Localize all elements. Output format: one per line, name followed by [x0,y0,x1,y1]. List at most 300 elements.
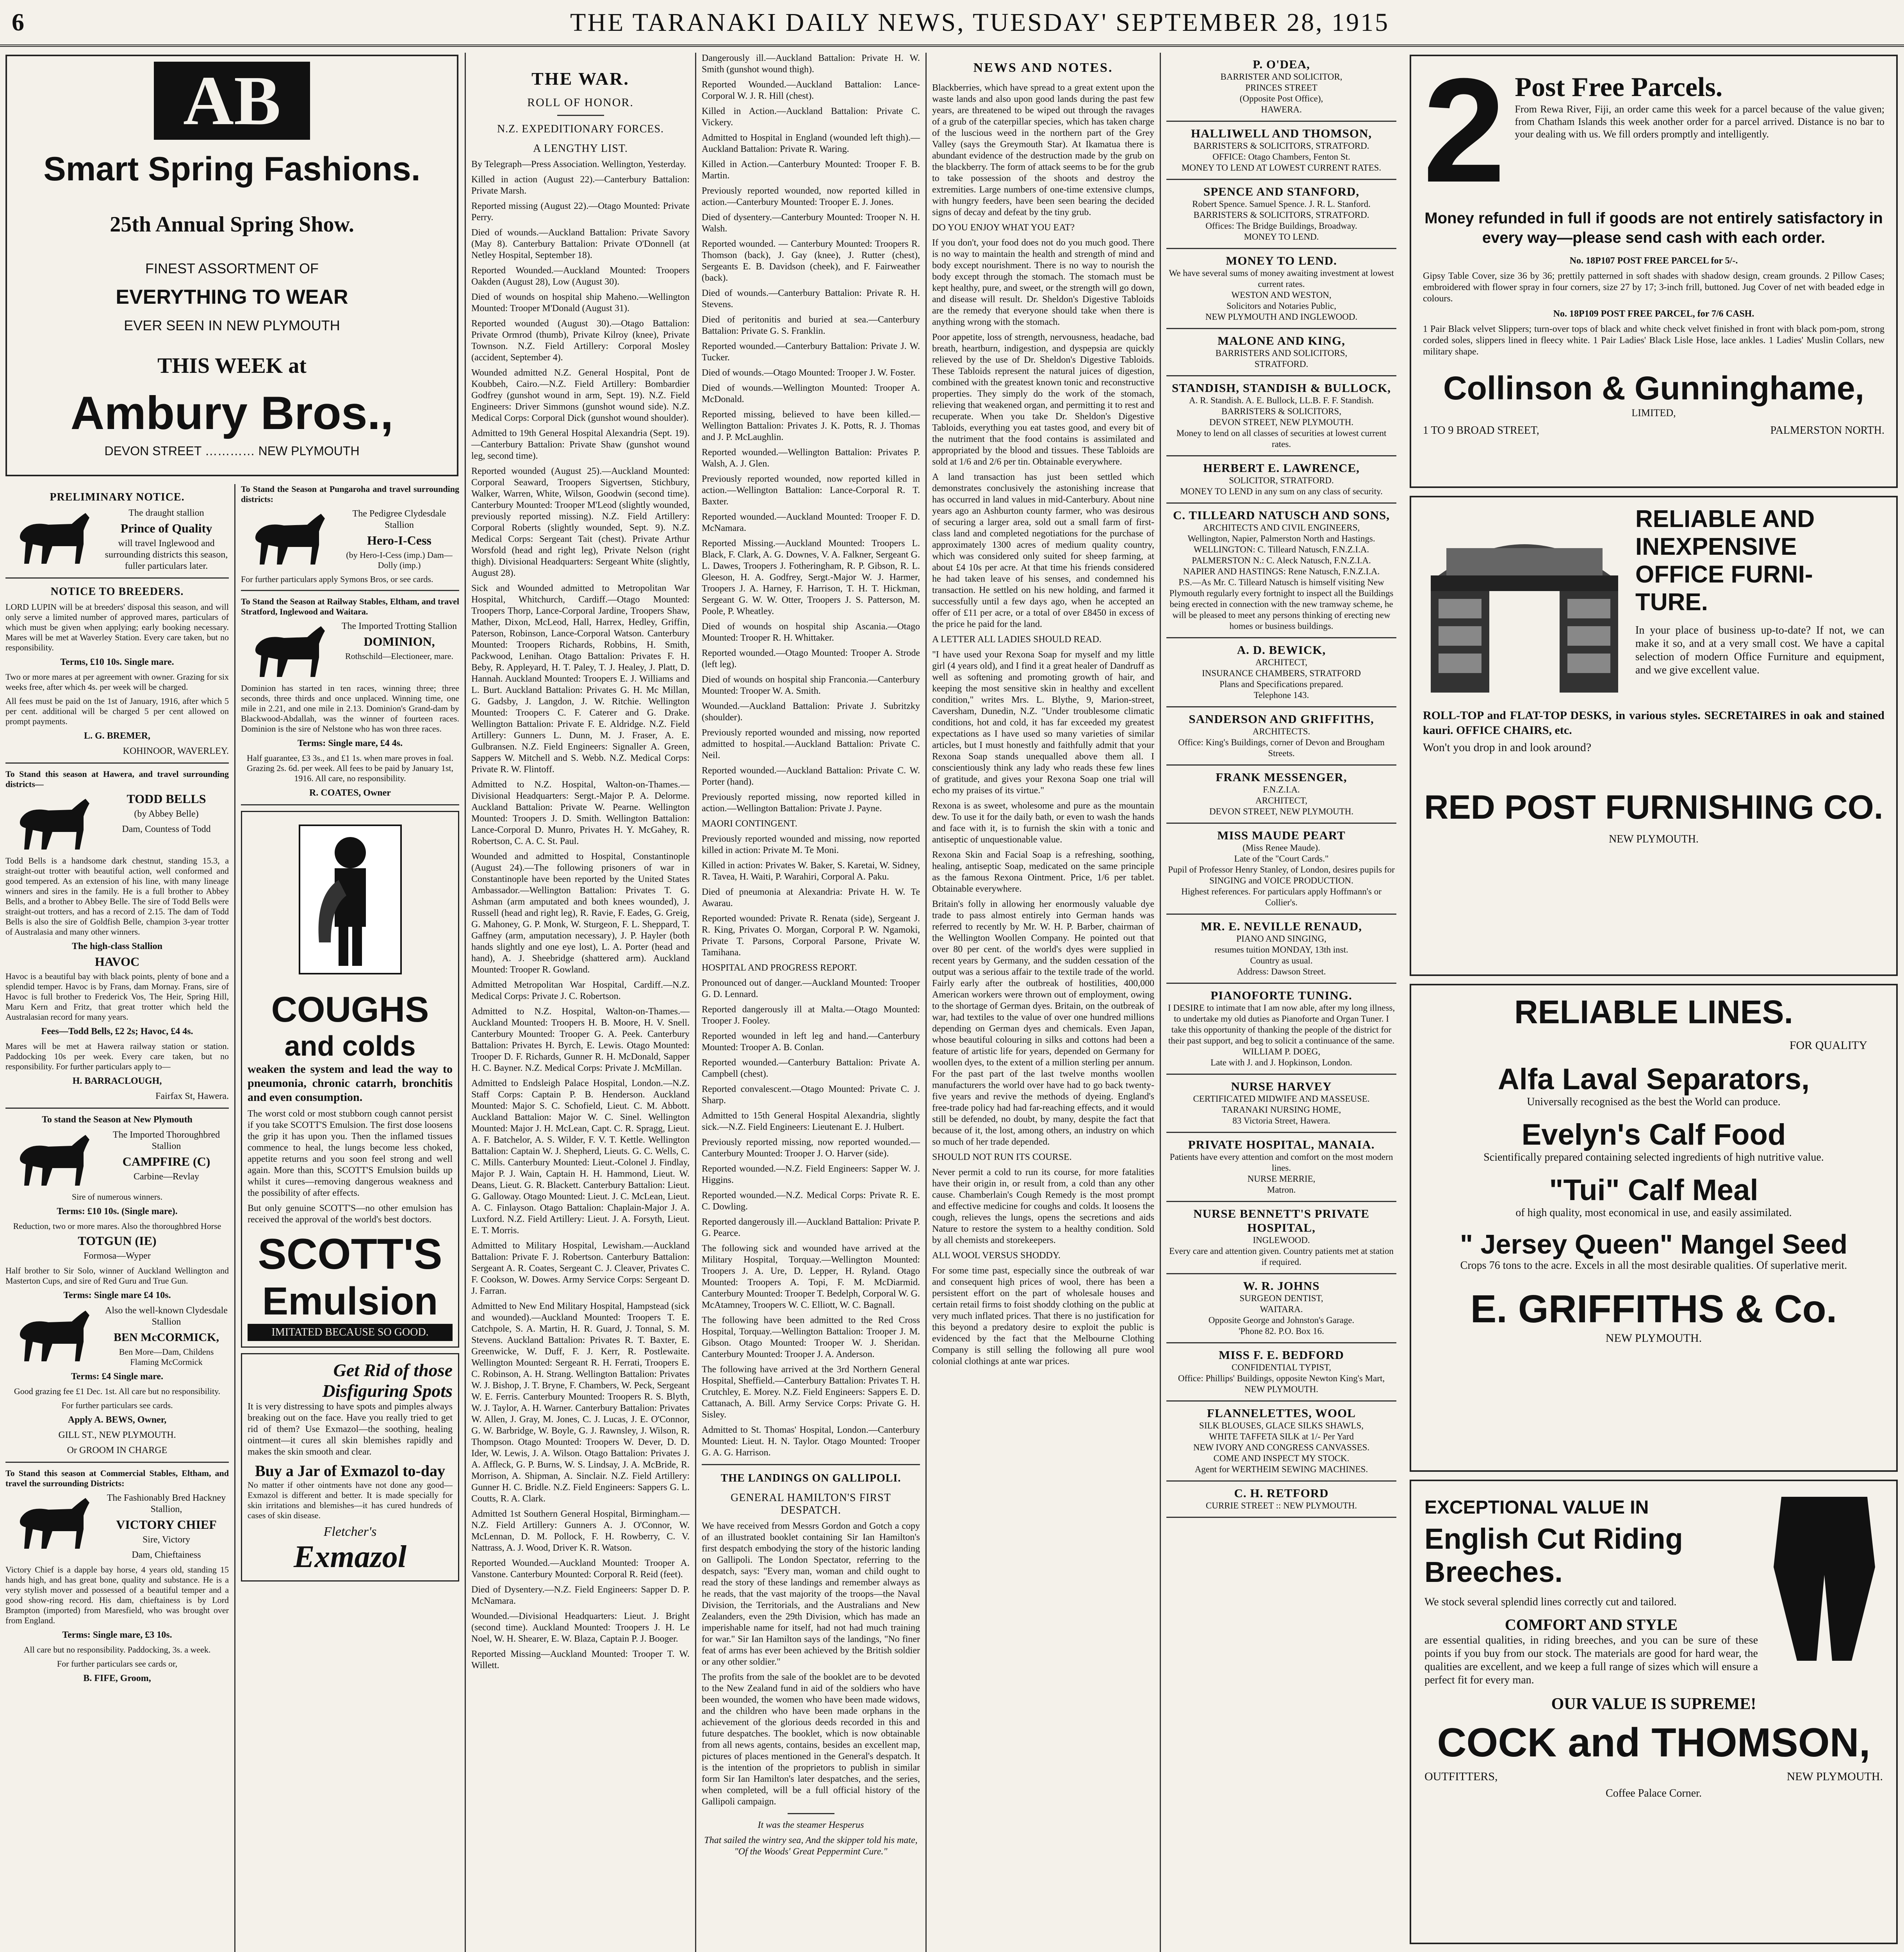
card-line: SOLICITOR, STRATFORD. [1229,476,1334,485]
card-name: C. TILLEARD NATUSCH AND SONS, [1173,508,1390,522]
todd-fees: Fees—Todd Bells, £2 2s; Havoc, £4 4s. [41,1026,193,1037]
ambury-ad [5,55,458,476]
collinson-numeral: 2 [1423,55,1506,213]
poem-intro: It was the steamer Hesperus [758,1820,864,1830]
breeders-terms-text: Two or more mares at per agreement with owner. Grazing for six weeks free, after which 4s. per week will be charged. [5,672,229,692]
casualty-paragraph: Previously reported missing, now reported wounded.—Canterbury Mounted: Trooper J. O. Harver (side). [702,1137,920,1159]
column-news [925,53,1160,1952]
news-paragraph: A land transaction has just been settled which demonstrates conclusively the astonishing increase that has occurred in land values in mid-Canterbury. About nine years ago an Ashburton county farmer, who was desirous of securing a larger area, sold out a small farm of first-class land and completed negotiations for the purchase of approximately 1300 acres of medium quality country, which was considered only suited for sheep farming, at about £4 10s per acre. At that time his friends considered he had taken leave of his senses, and condemned his transaction. He settled on his new holding, and farmed it successfully until a few days ago, when he accepted an offer of £11 per acre, or a total of over £8450 in excess of the price he paid for the land. [932,472,1154,629]
cock-brand: COCK and THOMSON, [1437,1720,1870,1765]
card-name: MONEY TO LEND. [1226,254,1337,267]
todd-dam: Dam, Countess of Todd [122,824,211,834]
red-post-city: NEW PLYMOUTH. [1608,833,1699,845]
card-name: MALONE AND KING, [1218,334,1345,347]
card-name: SPENCE AND STANFORD, [1203,185,1360,198]
card-line: P.S.—As Mr. C. Tilleard Natusch is himself visiting New Plymouth regularly every fortnight to inspect all the Buildings being erected in connection with the new tramway scheme, he will be pleased to meet any persons thinking of erecting new homes or business buildings. [1169,577,1394,631]
casualty-paragraph: Died of wounds.—Otago Mounted: Trooper J. W. Foster. [702,368,916,378]
red-post-ad [1410,496,1898,976]
casualty-paragraph: Reported wounded in left leg and hand.—Canterbury Mounted: Trooper A. B. Conlan. [702,1031,920,1053]
exmazol-maker: Fletcher's [323,1525,377,1539]
casualty-paragraph: Wounded admitted N.Z. General Hospital, Pont de Koubbeh, Cairo.—N.Z. Field Artillery: Bombardier Godfrey (gunshot wound in arm, Sept. 19). N.Z. Field Engineers: Driver Simmons (gunshot wound side). N.Z. Medical Corps: Corporal Dick (gunshot wound shoulder). [471,368,690,423]
roll-top-desk-illustration [1423,505,1626,700]
casualty-paragraph: Admitted to St. Thomas' Hospital, London.—Canterbury Mounted: Lieut. H. N. Taylor. Otago Mounted: Trooper G. A. G. Harrison. [702,1425,920,1458]
card-line: MONEY TO LEND. [1244,232,1319,242]
card-line: ARCHITECTS. [1252,727,1310,736]
card-line: NEW PLYMOUTH. [1244,1384,1318,1394]
gallipoli-body-2: The profits from the sale of the booklet are to be devoted to the New Zealand fund in aid of the soldiers who have been wounded, the women who have been made widows, and the children who have been made orphans in the achievement of the glorious deeds recorded in this and future despatches. The booklet, which is now obtainable from all news agents, contains, besides an excellent map, pictures of places mentioned in the General's despatch. It is the intention of the proprietors to publish in similar form Sir Ian Hamilton's later despatches, and the series, when completed, will be a full official history of the Gallipoli campaign. [702,1672,920,1807]
card-line: Agent for WERTHEIM SEWING MACHINES. [1194,1464,1368,1474]
professional-card [1166,1402,1396,1482]
war-text-column-1 [471,159,690,1671]
card-line: WAITARA. [1260,1304,1303,1314]
card-name: PRIVATE HOSPITAL, MANAIA. [1188,1138,1375,1151]
casualty-paragraph: Admitted to N.Z. Hospital, Walton-on-Thames.—Auckland Mounted: Troopers H. B. Moore, H. V. Snell. Canterbury Mounted: Trooper G. A. Peek. Canterbury Battalion: Privates H. Byrch, E. Lewis. Otago Mounted: Trooper D. F. Richards, Gunner R. H. McDonald, Sapper H. C. Bayner. N.Z. Medical Corps: Private J. McMillan. [471,1006,690,1073]
victory-text: Victory Chief is a dapple bay horse, 4 years old, standing 15 hands high, and has great bone, quality and substance. He is a very stylish mover and possessed of a beautiful temper and a good show-ring record. His dam, chieftainess is by Lord Brampton (imported) from Maresfield, who was brought over from England. [5,1565,229,1625]
news-text [932,82,1154,1367]
news-title: NEWS AND NOTES. [973,61,1113,75]
scotts-brand-1: SCOTT'S [258,1230,442,1278]
casualty-paragraph: Wounded.—Auckland Battalion: Private J. Subritzky (shoulder). [702,701,920,723]
campfire-text: Sire of numerous winners. [71,1192,163,1202]
ambury-show: 25th Annual Spring Show. [110,212,354,237]
professional-card [1166,1343,1396,1402]
news-paragraph: For some time past, especially since the outbreak of war and consequent high prices of wool, there has been a persistent effort on the part of wholesale houses and certain retail firms to foist shoddy clothing on the public at very much inflated prices. That there is no justification for this beyond a predatory desire to exploit the public is evidenced by the fact that the Melbourne Clothing Company is still selling the following all pure wool colonial clothings at ante war prices. [932,1266,1154,1366]
breeders-fees-text: All fees must be paid on the 1st of January, 1916, after which 5 per cent. additional will be charged 5 per cent allowed on prompt payments. [5,696,229,726]
scotts-heading-2: and colds [284,1031,416,1062]
dominion-owner: R. COATES, Owner [309,788,391,798]
casualty-paragraph: Previously reported wounded and missing, now reported killed in action: Private M. Te Moni. [702,834,920,855]
cock-body: are essential qualities, in riding breeches, and you can be sure of these points if you buy from our stock. The materials are good for hard wear, the qualities are excellent, and we keep a full range of sizes which will ensure a perfect fit for every man. [1424,1634,1758,1686]
scotts-fish-man-logo [292,817,409,981]
dominion-text: Dominion has started in ten races, winning three; three seconds, three thirds and once unplaced. Winning time, one mile in 2.21, and one mile in 2.13. Dominion's Grand-dam by Blackwood-Abdallah, was the winner of fourteen races. Dominion is the sire of Nelstone who has won three races. [241,683,459,734]
griffiths-for: FOR QUALITY [1789,1039,1867,1052]
card-line: CONFIDENTIAL TYPIST, [1231,1362,1332,1372]
casualty-paragraph: Reported convalescent.—Otago Mounted: Private C. J. Sharp. [702,1084,920,1106]
card-name: P. O'DEA, [1253,57,1310,71]
card-name: FRANK MESSENGER, [1216,770,1347,784]
card-line: BARRISTERS & SOLICITORS, STRATFORD. [1193,210,1369,220]
casualty-paragraph: Admitted to New End Military Hospital, Hampstead (sick and wounded).—Auckland Mounted: Troopers T. E. Catchpole, S. A. Martin, H. R. Guard, J. Tonnal, S. M. Stevens. Auckland Battalion: Privates R. T. Baxter, E. Greenwicke, W. Duff, F. J. Kerr, R. Postlewaite. Wellington Mounted: Sergeant R. H. Ferrati, Troopers E. C. Robinson, A. H. Strang. Wellington Battalion: Privates W. J. Bishop, J. T. Bryne, F. Chambers, W. Peck, Sergeant W. E. Ferris. Canterbury Mounted: Troopers R. S. Blyth, W. J. Taylor, A. H. Warner. Canterbury Battalion: Privates W. Allen, J. Gray, M. Jones, C. J. Lucas, J. E. O'Connor, G. W. Barbridge, W. Boyle, G. J. Rawnsley, J. Wilson, R. Thompson. Otago Mounted: Troopers W. Dever, D. D. Ider, W. Lewis, J. A. Wilson. Otago Battalion: Privates J. A. Affleck, G. P. Burns, W. S. Lindsay, J. A. McBride, R. Morrison, A. Shipman, A. Sinclair. N.Z. Field Artillery: Gunner H. C. Bridle. N.Z. Field Engineers: Sappers G. L. Coutts, R. A. Clark. [471,1301,690,1504]
cock-supreme: OUR VALUE IS SUPREME! [1551,1695,1756,1713]
column-stallions-mid [234,484,465,1952]
casualty-paragraph: Dangerously ill.—Auckland Battalion: Private H. W. Smith (gunshot wound thigh). [702,53,920,75]
bews-apply: For further particulars see cards. [61,1400,173,1410]
collinson-brand: Collinson & Gunninghame, [1443,370,1864,406]
card-line: 'Phone 82. P.O. Box 16. [1239,1326,1324,1336]
casualty-paragraph: Killed in Action.—Canterbury Mounted: Trooper F. B. Martin. [702,159,920,181]
casualty-paragraph: Admitted to 19th General Hospital Alexandria (Sept. 19).—Canterbury Battalion: Private Shaw (gunshot wound leg, second time). [471,428,690,461]
todd-owner: H. BARRACLOUGH, [72,1076,162,1086]
casualty-paragraph: Died of pneumonia at Alexandria: Private H. W. Te Awarau. [702,887,920,908]
casualty-paragraph: The following have been admitted to the Red Cross Hospital, Torquay.—Wellington Battalion: Trooper J. M. Gibson. Otago Mounted: Trooper W. J. Sheridan. Canterbury Mounted: Trooper J. A. Anderson. [702,1315,920,1359]
cock-title-2: English Cut Riding Breeches. [1424,1523,1683,1588]
totgun-terms: Terms: Single mare £4 10s. [63,1290,171,1300]
casualty-paragraph: Reported wounded.—Wellington Battalion: Privates P. Walsh, A. J. Glen. [702,447,920,469]
ab-logo: AB [154,62,310,140]
card-line: NEW IVORY AND CONGRESS CANVASSES. [1193,1443,1370,1452]
collinson-intro: From Rewa River, Fiji, an order came this week for a parcel because of the value given; from Chatham Islands this week another order for a parcel arrived. Distance is no bar to your dealing with us. We fill orders promptly and intelligently. [1515,103,1884,140]
casualty-paragraph: HOSPITAL AND PROGRESS REPORT. [702,963,858,973]
card-line: resumes tuition MONDAY, 13th inst. [1214,945,1348,955]
mccormick-name: BEN McCORMICK, [114,1331,219,1344]
gallipoli-subtitle: GENERAL HAMILTON'S FIRST DESPATCH. [731,1492,891,1516]
collinson-address: 1 TO 9 BROAD STREET, PALMERSTON NORTH. [1423,424,1884,436]
breeders-text: LORD LUPIN will be at breeders' disposal this season, and will only serve a limited number of approved mares, particulars of which must be given when applying; early booking necessary. Mares will be met at Waverley Station. Every care taken, but no responsibility. [5,602,229,652]
gallipoli-body-1: We have received from Messrs Gordon and Gotch a copy of an illustrated booklet containing Sir Ian Hamilton's first despatch embodying the story of the historic landing on Gallipoli. The London Spectator, referring to the despatch, says: "Every man, woman and child ought to read the story of these landings and remember always as he reads, that the vast majority of the troops—the Naval Division, the Territorials, and the Australians and New Zealanders, even the 29th Division, which has made an imperishable name for itself, had not had much training for war." Sir Ian Hamilton says of the landings, "No finer feat of arms has ever been achieved by the British soldier or any other soldier." [702,1521,920,1667]
card-line: Opposite George and Johnston's Garage. [1208,1315,1355,1325]
ambury-address: DEVON STREET ………… NEW PLYMOUTH [104,444,360,458]
professional-card [1166,122,1396,180]
card-line: Late with J. and J. Hopkinson, London. [1211,1058,1352,1067]
card-line: MONEY TO LEND in any sum on any class of security. [1180,486,1383,496]
hero-name: Hero-I-Cess [367,533,431,547]
dominion-name: DOMINION, [364,634,435,648]
casualty-paragraph: Previously reported wounded, now reported killed in action.—Wellington Battalion: Lance-Corporal R. T. Baxter. [702,474,920,507]
casualty-paragraph: Died of Dysentery.—N.Z. Field Engineers: Sapper D. P. McNamara. [471,1585,690,1606]
casualty-paragraph: Reported wounded. — Canterbury Mounted: Troopers R. Thomson (back), J. Gay (knee), J. Rutter (chest), Sergeants E. B. Davidson (cheek), and F. Fairweather (back). [702,239,920,283]
horse-illustration [241,622,335,681]
casualty-paragraph: Reported Wounded.—Auckland Mounted: Troopers Oakden (August 28), Low (August 30). [471,265,690,287]
red-post-title-3: OFFICE FURNI- [1635,561,1813,588]
casualty-paragraph: Reported wounded.—N.Z. Field Engineers: Sapper W. J. Higgins. [702,1164,920,1185]
gallipoli-title: THE LANDINGS ON GALLIPOLI. [720,1472,901,1484]
red-post-title-4: TURE. [1635,589,1708,616]
professional-card [1166,638,1396,707]
card-line: MONEY TO LEND AT LOWEST CURRENT RATES. [1181,163,1382,173]
card-name: MISS MAUDE PEART [1217,828,1346,842]
card-line: DEVON STREET, NEW PLYMOUTH. [1209,807,1354,816]
card-line: Office: King's Buildings, corner of Devon and Brougham Streets. [1178,737,1385,758]
horse-illustration [5,509,99,568]
page-number: 6 [12,8,24,36]
casualty-paragraph: Died of peritonitis and buried at sea.—Canterbury Battalion: Private G. S. Franklin. [702,315,920,336]
casualty-paragraph: Wounded and admitted to Hospital, Constantinople (August 24).—The following prisoners of war in Constantinople have been reported by the United States Ambassador.—Wellington Battalion: Privates T. G. Ashman (arm amputated and both knees wounded), J. Russell (head and right leg), R. Ravie, F. Eades, G. Greig, G. Mahoney, G. P. Monk, W. Sturgeon, F. L. Sheppard, T. Gaffney (arm, amputation necessary), J. P. Hayler (both hands slightly and one eye lost), L. A. Porter (head and hand), A. J. Sheebridge (shattered arm). Auckland Mounted: Trooper R. Gowland. [471,851,690,975]
totgun-text: Half brother to Sir Solo, winner of Auckland Wellington and Masterton Cups, and sire of Red Guru and True Gun. [5,1266,229,1286]
casualty-paragraph: Reported Missing—Auckland Mounted: Trooper T. W. Willett. [471,1649,690,1671]
dominion-intro: To Stand the Season at Railway Stables, Eltham, and travel Stratford, Inglewood and Waitara. [241,597,459,616]
professional-card [1166,824,1396,915]
victory-name: VICTORY CHIEF [116,1517,217,1532]
card-name: FLANNELETTES, WOOL [1207,1406,1356,1420]
card-line: CERTIFICATED MIDWIFE AND MASSEUSE. [1193,1094,1370,1104]
news-paragraph: If you don't, your food does not do you much good. There is no way to maintain the health and strength of mind and body except nourishment. There is no way to nourish the body except through the stomach. The stomach must be kept healthy, pure, and sweet, or the strength will go down, and disease will result. Dr. Sheldon's Digestive Tabloids are the remedy that everyone should take when there is anything wrong with the stomach. [932,238,1154,327]
card-line: TARANAKI NURSING HOME, [1221,1105,1341,1115]
todd-sire: (by Abbey Belle) [134,809,199,819]
news-paragraph: Rexona is as sweet, wholesome and pure as the mountain dew. To use it for the daily bath, or even to wash the hands and face with it, is to furnish the skin with a tonic and antiseptic of unquestionable value. [932,801,1154,845]
griffiths-title: RELIABLE LINES. [1514,994,1793,1030]
card-line: NAPIER AND HASTINGS: Rene Natusch, F.N.Z.I.A. [1183,566,1380,576]
card-line: PALMERSTON N.: C. Aleck Natusch, F.N.Z.I.A. [1192,556,1371,565]
scotts-body-3: But only genuine SCOTT'S—no other emulsion has received the approval of the world's best doctors. [248,1203,453,1225]
casualty-paragraph: Died of wounds.—Canterbury Battalion: Private R. H. Stevens. [702,288,920,310]
victory-intro: To Stand this season at Commercial Stables, Eltham, and travel the surrounding Districts: [5,1468,229,1488]
card-name: A. D. BEWICK, [1237,643,1326,657]
bews-apply-2: Apply A. BEWS, Owner, [68,1415,167,1425]
victory-dam: Dam, Chieftainess [132,1550,201,1560]
cock-subheading: COMFORT AND STYLE [1505,1616,1678,1633]
griffiths-product-4-desc: Crops 76 tons to the acre. Excels in all the most desirable qualities. Of superlative merit. [1460,1259,1847,1272]
hero-intro: To Stand the Season at Pungaroha and travel surrounding districts: [241,484,459,504]
card-name: W. R. JOHNS [1243,1279,1320,1293]
casualty-paragraph: Reported wounded.—Auckland Battalion: Private C. W. Porter (hand). [702,766,920,787]
professional-card [1166,1075,1396,1133]
card-line: Wellington, Napier, Palmerston North and Hastings. [1187,534,1375,543]
professional-card [1166,249,1396,329]
ambury-line-3: EVER SEEN IN NEW PLYMOUTH [124,317,340,333]
victory-owner: B. FIFE, Groom, [83,1673,151,1683]
professional-card [1166,915,1396,984]
card-name: HERBERT E. LAWRENCE, [1203,461,1360,475]
collinson-title: Post Free Parcels. [1515,72,1723,102]
card-line: F.N.Z.I.A. [1263,785,1300,794]
cock-thomson-ad [1410,1480,1898,1944]
card-line: PRINCES STREET [1245,83,1317,93]
professional-card [1166,1482,1396,1518]
victory-text-2: All care but no responsibility. Paddocking, 3s. a week. [23,1645,211,1655]
horse-illustration [5,795,99,853]
card-line: SILK BLOUSES, GLACE SILKS SHAWLS, [1199,1421,1364,1430]
column-war-1 [465,53,695,1952]
exmazol-brand: Exmazol [294,1540,406,1574]
war-subtitle: ROLL OF HONOR. [527,96,634,109]
scotts-body-1: weaken the system and lead the way to pneumonia, chronic catarrh, bronchitis and even consumption. [248,1063,453,1104]
news-paragraph: Britain's folly in allowing her enormously valuable dye trade to pass almost entirely into German hands was referred to recently by Mr. W. H. P. Barber, chairman of the Wellington Woollen Company. He pointed out that over 80 per cent. of the world's dyes were supplied in recent years by Germany, and the sudden cessation of the output was a serious affair to the textile trade of the world. Fairly early after the outbreak of hostilities, 400,000 American workers were thrown out of employment, owing to the shortage of German dyes. Britain, on the outbreak of war, had textiles to the value of over one hundred millions depending on German dyes and chemicals. Even Japan, whose beautiful colouring in silks and cottons had been a feature of artistic life for years, depended on Germany for woollen dyes, to the extent of a million sterling per annum. For the past part of the last twelve months woollen manufacturers the world over have had to go back twenty-five years and revive the methods of dyeing. England's free-trade policy had had far-reaching effects, and it would still be defended, no doubt, by many, despite the fact that because of it, the lost, among others, an industry on which so much of her trade depended. [932,899,1154,1147]
horse-illustration [5,1494,99,1553]
exmazol-small: No matter if other ointments have not done any good—Exmazol is different and better. It is made specially for skin irritations and blemishes—it has cured hundreds of cases of skin disease. [248,1480,453,1520]
collinson-parcel-2: 1 Pair Black velvet Slippers; turn-over tops of black and white check velvet finished in front with black pom-pom, strong corded soles, slippers lined in fleecy white. 1 Pair Ladies' Black Lisle Hose, lace ankles. 1 Ladies' Muslin Collars, new military shape. [1423,324,1884,357]
news-paragraph: "I have used your Rexona Soap for myself and my little girl (4 years old), and I find it a great healer of Dandruff as well as softening and promoting growth of hair, and keeping the most sensitive skin in healthy and excellent condition," writes Mrs. L. Blythe, 9, Marion-street, Caversham, Dunedin, N.Z. "Under troublesome climatic conditions, hot and cold, it has far exceeded my greatest expectations as I have used so many varieties of similar articles, but I must honestly and faithfully admit that your Rexona Soap stands unequalled above them all. I conscientiously think any lady who reads these few lines of gratitude, and gives your Rexona Soap one trial will echo my praises of its virtue." [932,650,1154,796]
dominion-text-2: Half guarantee, £3 3s., and £1 1s. when mare proves in foal. Grazing 2s. 6d. per week. All fees to be paid by January 1st, 1916. All care, no responsibility. [246,753,454,783]
news-paragraph: Never permit a cold to run its course, for more fatalities have their origin in, or result from, a cold than any other cause. Chamberlain's Cough Remedy is the most prompt and effective medicine for coughs and colds. It loosens the cough, relieves the lungs, opens the secretions and aids Nature to restore the system to a healthy condition. Sold by all chemists and storekeepers. [932,1167,1154,1245]
card-line: Offices: The Bridge Buildings, Broadway. [1205,221,1357,231]
casualty-paragraph: Died of wounds.—Wellington Mounted: Trooper A. McDonald. [702,383,920,404]
news-paragraph: Blackberries, which have spread to a great extent upon the waste lands and also upon good lands during the past few years, are threatened to be wiped out through the ravages of a grub of the caterpillar species, which has taken charge of the luscious weed in the northern part of the Grey Valley (says the Greymouth Star). At Ikamatua there is abundant evidence of the destruction made by the grub on the blackberry. The form of attack seems to be for the grub to take possession of the shoots and destroy the extremities. Large numbers of one-time extensive clumps, with hungry feeders, have been seen bearing the decided signs of decay and defeat by the tiny grub. [932,83,1154,217]
casualty-paragraph: Admitted Metropolitan War Hospital, Cardiff.—N.Z. Medical Corps: Private J. C. Robertson. [471,980,690,1001]
bews-apply-3: GILL ST., NEW PLYMOUTH. [58,1430,176,1440]
ambury-brand: Ambury Bros., [70,387,394,439]
card-line: We have several sums of money awaiting investment at lowest current rates. [1169,268,1394,289]
card-line: Solicitors and Notaries Public, [1226,301,1337,311]
casualty-paragraph: Reported dangerously ill.—Auckland Battalion: Private P. G. Pearce. [702,1217,920,1238]
card-line: CURRIE STREET :: NEW PLYMOUTH. [1205,1501,1357,1510]
horse-illustration [5,1307,99,1365]
card-line: SURGEON DENTIST, [1239,1293,1323,1303]
professional-card [1166,707,1396,766]
casualty-paragraph: Killed in Action.—Auckland Battalion: Private C. Vickery. [702,106,920,128]
todd-intro: To Stand this season at Hawera, and travel surrounding districts— [5,769,229,789]
collinson-limited: LIMITED, [1631,407,1676,419]
casualty-paragraph: Died of wounds on hospital ship Ascania.—Otago Mounted: Trooper R. H. Whittaker. [702,622,920,643]
casualty-paragraph: Sick and Wounded admitted to Metropolitan War Hospital, Whitchurch, Cardiff.—Otago Mounted: Troopers Thorp, Lance-Corporal Jardine, Troopers Shaw, Mather, Dixon, McLeod, Hall, Harrex, Hedley, Griffin, Paterson, Robinson, Lance-Corporal Watson. Canterbury Mounted: Troopers Richards, Robbins, H. Smith, Packwood, Lenihan. Otago Battalion: Privates F. H. Beby, R. Appleyard, H. T. Paley, T. J. Healey, J. Platt, D. Hannah. Auckland Mounted: Troopers E. J. Williams and L. Burt. Auckland Battalion: Privates G. H. Mc Millan, G. Gadsby, J. Langdon, J. W. Ritchie. Wellington Mounted: Troopers C. F. Caterer and G. Drake. Wellington Battalion: Private F. E. Aldridge. N.Z. Field Artillery: Gunners L. Dunn, M. J. Fraser, A. E. Gulbransen. N.Z. Field Engineers: Signaller A. Green, Sappers W. Mitchell and S. Webb. N.Z. Medical Corps: Private R. W. Flintoff. [471,583,690,775]
mccormick-sub: Ben More—Dam, Childens Flaming McCormick [119,1347,214,1367]
card-line: 83 Victoria Street, Hawera. [1232,1116,1330,1126]
casualty-paragraph: Died of wounds on hospital ship Maheno.—Wellington Mounted: Trooper M'Donald (August 31). [471,292,690,313]
casualty-paragraph: The following sick and wounded have arrived at the Military Hospital, Torquay.—Wellington Mounted: Troopers J. A. Ure, D. Lepper, H. Ryland. Otago Mounted: Troopers A. Topi, F. M. McDiarmid. Canterbury Mounted: Trooper T. Bedelph, Corporal W. G. McAtamney, Troopers W. C. Elliott, W. C. Bagnall. [702,1243,920,1310]
card-line: Highest references. For particulars apply Hoffmann's or Collier's. [1181,887,1382,907]
card-line: Office: Phillips' Buildings, opposite Newton King's Mart, [1178,1373,1385,1383]
casualty-paragraph: Pronounced out of danger.—Auckland Mounted: Trooper G. D. Lennard. [702,978,920,999]
news-paragraph: ALL WOOL VERSUS SHODDY. [932,1250,1061,1261]
card-line: NEW PLYMOUTH AND INGLEWOOD. [1205,312,1358,322]
cock-address: Coffee Palace Corner. [1606,1787,1702,1799]
ambury-line-1: FINEST ASSORTMENT OF [145,260,319,276]
professional-card [1166,456,1396,504]
hero-desc: The Pedigree Clydesdale Stallion [352,509,446,530]
campfire-desc: The Imported Thoroughbred Stallion [112,1130,220,1151]
griffiths-city: NEW PLYMOUTH. [1605,1332,1702,1345]
card-line: WELLINGTON: C. Tilleard Natusch, F.N.Z.I.A. [1193,545,1369,554]
campfire-sub: Carbine—Revlay [134,1172,199,1182]
card-line: Pupil of Professor Henry Stanley, of London, desires pupils for SINGING and VOICE PRODUCTION. [1168,865,1395,885]
professional-card [1166,180,1396,249]
card-name: NURSE BENNETT'S PRIVATE HOSPITAL, [1193,1207,1369,1234]
news-paragraph: SHOULD NOT RUN ITS COURSE. [932,1152,1072,1162]
todd-fees-text: Mares will be met at Hawera railway station or station. Paddocking 10s per week. Every care taken, but no responsibility. For further particulars apply to— [5,1041,229,1071]
red-post-body: In your place of business up-to-date? If not, we can make it so, and at a very small cost. We have a capital selection of modern Office Furniture and equipment, and we give excellent value. [1635,624,1884,676]
scotts-ad [241,811,459,1348]
casualty-paragraph: The following have arrived at the 3rd Northern General Hospital, Sheffield.—Canterbury Battalion: Privates T. H. Crutchley, E. Morey. N.Z. Field Engineers: Sappers E. D. Cattanach, A. Bill. Army Service Corps: Private G. H. Sisley. [702,1364,920,1420]
card-line: Address: Dawson Street. [1237,967,1326,976]
griffiths-brand: E. GRIFFITHS & Co. [1470,1287,1837,1331]
professional-card [1166,376,1396,456]
card-line: COME AND INSPECT MY STOCK. [1213,1453,1350,1463]
griffiths-product-1: Alfa Laval Separators, [1498,1063,1810,1096]
totgun-name: TOTGUN (IE) [78,1234,157,1248]
totgun-sub: Formosa—Wyper [84,1251,151,1261]
column-stallions-left [0,484,234,1952]
red-post-brand: RED POST FURNISHING CO. [1424,789,1883,826]
casualty-paragraph: Reported Missing.—Auckland Mounted: Troopers L. Black, F. Clark, A. G. Downes, V. A. Falkner, Sergeant G. L. Dawes, Troopers J. Fotheringham, R. P. Gibson, R. L. Gleeson, H. A. Godfrey, Sergt.-Major W. J. Harmer, Troopers J. A. Harney, F. Harrison, T. H. T. Hickman, Sergeant G. W. W. Otter, Troopers J. S. Patterson, M. Poole, P. Wheatley. [702,538,920,616]
card-line: WILLIAM P. DOEG, [1242,1047,1321,1056]
exmazol-buy: Buy a Jar of Exmazol to-day [255,1462,446,1480]
havoc-text: Havoc is a beautiful bay with black points, plenty of bone and a splendid temper. Havoc is by Frans, dam Mornay. Frans, sire of Havoc is full brother to Frederick Vos, The Heir, Spring Hill, Maru Kern and Fritz, that great trotter which held the Australasian record for many years. [5,971,229,1022]
victory-apply: For further particulars see cards or, [57,1659,178,1669]
casualty-paragraph: Previously reported wounded, now reported killed in action.—Canterbury Mounted: Trooper E. J. Jones. [702,186,920,207]
scotts-heading-1: COUGHS [271,990,429,1029]
card-line: BARRISTER AND SOLICITOR, [1220,72,1342,82]
news-paragraph: A LETTER ALL LADIES SHOULD READ. [932,634,1102,645]
griffiths-product-3: "Tui" Calf Meal [1549,1174,1758,1207]
news-paragraph: Poor appetite, loss of strength, nervousness, headache, bad breath, heartburn, indigestion, and dyspepsia are quickly relieved by the use of Dr. Sheldon's Digestive Tabloids. These Tabloids represent the natural juices of digestion, combined with the greatest known tonic and reconstructive properties. They simply do the work of the stomach, relieving that weakened organ, and permitting it to rest and recuperate. When you take Dr. Sheldon's Digestive Tabloids, everything you eat tastes good, and every bit of the nutriment that the food contains is assimilated and appropriated by the blood and tissues. These Tabloids are sold at 1/6 and 2/6 per tin. Obtainable everywhere. [932,332,1154,467]
card-line: INGLEWOOD. [1253,1235,1310,1245]
havoc-title: The high-class Stallion [71,941,163,951]
hero-sub: (by Hero-I-Cess (imp.) Dam—Dolly (imp.) [346,550,453,570]
casualty-paragraph: By Telegraph—Press Association. Wellington, Yesterday. [471,159,686,169]
exmazol-body: It is very distressing to have spots and pimples always breaking out on the face. Have you really tried to get rid of them? Use Exmazol—the soothing, healing ointment—it cures all skin blemishes rapidly and makes the skin smooth and clear. [248,1402,453,1457]
casualty-paragraph: Admitted to Hospital in England (wounded left thigh).—Auckland Battalion: Private R. Waring. [702,133,920,154]
casualty-paragraph: Reported Wounded.—Auckland Mounted: Trooper A. Vanstone. Canterbury Mounted: Corporal R. Reid (feet). [471,1558,690,1580]
dominion-terms: Terms: Single mare, £4 4s. [297,738,403,748]
casualty-paragraph: Reported wounded.—Auckland Mounted: Trooper F. D. McNamara. [702,512,920,533]
card-name: PIANOFORTE TUNING. [1211,988,1352,1002]
card-name: HALLIWELL AND THOMSON, [1191,126,1372,140]
casualty-paragraph: Reported wounded.—Canterbury Battalion: Private J. W. Tucker. [702,341,920,363]
casualty-paragraph: Died of wounds on hospital ship Franconia.—Canterbury Mounted: Trooper W. A. Smith. [702,675,920,696]
bews-apply-4: Or GROOM IN CHARGE [67,1445,168,1455]
dominion-desc: The Imported Trotting Stallion [341,621,457,631]
casualty-paragraph: Admitted to 15th General Hospital Alexandria, slightly sick.—N.Z. Field Engineers: Lieutenant E. J. Hulbert. [702,1111,920,1132]
campfire-intro: To stand the Season at New Plymouth [42,1115,193,1125]
news-paragraph: Rexona Skin and Facial Soap is a refreshing, soothing, healing, antiseptic Soap, medicated on the same principle as the famous Rexona Ointment. Price, 1/6 per tablet. Obtainable everywhere. [932,850,1154,894]
news-paragraph: DO YOU ENJOY WHAT YOU EAT? [932,223,1075,233]
casualty-paragraph: Admitted to Military Hospital, Lewisham.—Auckland Battalion: Private F. J. Robertson. Canterbury Battalion: Sergeant A. R. Coates, Sergeant C. J. Cleaver, Privates C. F. Cookson, W. Dowes. Army Service Corps: Sergeant D. J. Farran. [471,1241,690,1296]
mccormick-terms: Terms: £4 Single mare. [71,1371,163,1382]
card-line: Plans and Specifications prepared. [1219,679,1343,689]
war-section: N.Z. EXPEDITIONARY FORCES. [497,123,664,135]
card-line: Money to lend on all classes of securities at lowest current rates. [1176,428,1387,449]
card-line: WESTON AND WESTON, [1231,290,1332,300]
professional-card [1166,984,1396,1075]
cock-title: EXCEPTIONAL VALUE IN [1424,1497,1649,1518]
griffiths-product-4: " Jersey Queen" Mangel Seed [1460,1229,1848,1259]
card-name: NURSE HARVEY [1231,1079,1332,1093]
red-post-title-2: INEXPENSIVE [1635,533,1797,560]
casualty-paragraph: MAORI CONTINGENT. [702,819,797,829]
horse-illustration [241,510,335,568]
professional-card [1166,53,1396,122]
cock-intro: We stock several splendid lines correctly cut and tailored. [1424,1596,1677,1608]
dominion-sub: Rothschild—Electioneer, mare. [345,651,454,661]
casualty-paragraph: Previously reported missing, now reported killed in action.—Wellington Battalion: Private J. Payne. [702,792,920,814]
breeders-owner-place: KOHINOOR, WAVERLEY. [123,746,229,756]
poem-text: That sailed the wintry sea, And the skipper told his mate, "Of the Woods' Great Peppermint Cure." [704,1835,918,1857]
hero-apply: For further particulars apply Symons Bros, or see cards. [241,574,433,584]
casualty-paragraph: Died of dysentery.—Canterbury Mounted: Trooper N. H. Walsh. [702,212,920,234]
card-line: (Opposite Post Office), [1239,94,1323,103]
casualty-paragraph: Reported wounded (August 30).—Otago Battalion: Private Ormrod (thumb), Private Kilroy (knee), Private Townson. N.Z. Field Artillery: Corporal Mosley (accident, September 4). [471,319,690,363]
ambury-week: THIS WEEK at [157,354,307,378]
war-list-title: A LENGTHY LIST. [533,142,628,155]
card-line: Patients have every attention and comfort on the most modern lines. [1169,1152,1393,1173]
casualty-paragraph: Wounded.—Divisional Headquarters: Lieut. J. Bright (second time). Auckland Mounted: Troopers J. H. Le Noel, W. H. Shearer, E. W. Blaza, Captain P. J. Booger. [471,1611,690,1644]
card-line: INSURANCE CHAMBERS, STRATFORD [1202,668,1361,678]
professional-card [1166,1202,1396,1274]
professional-card [1166,504,1396,638]
prince-name: Prince of Quality [120,521,212,535]
cock-address-line: OUTFITTERS, NEW PLYMOUTH. [1424,1770,1883,1783]
collinson-parcel-2-title: No. 18P109 POST FREE PARCEL, for 7/6 CASH. [1553,309,1754,319]
casualty-paragraph: Reported missing (August 22).—Otago Mounted: Private Perry. [471,201,690,223]
card-name: MR. E. NEVILLE RENAUD, [1201,919,1362,933]
red-post-drop: Won't you drop in and look around? [1423,741,1592,754]
scotts-body-2: The worst cold or most stubborn cough cannot persist if you take SCOTT'S Emulsion. The first dose loosens the grip it has upon you. Then the inflamed tissues commence to heal, the lungs become less choked, appetite returns and you soon feel strong and well again. More than this, SCOTT'S Emulsion builds up whilst it cures—removing dangerous weakness and the possibility of after effects. [248,1109,453,1198]
casualty-paragraph: Killed in action: Privates W. Baker, S. Karetai, W. Sidney, R. Tavea, H. Waiti, P. Warahiri, Corporal A. Paku. [702,860,920,882]
casualty-paragraph: Admitted 1st Southern General Hospital, Birmingham.—N.Z. Field Artillery: Gunners A. J. O'Connor, W. McLennan, D. M. Pollock, F. H. Rowberry, C. V. Nattrass, A. J. Wood, Driver K. R. Watson. [471,1509,690,1553]
war-title: THE WAR. [531,69,629,89]
professional-card [1166,329,1396,376]
card-line: PIANO AND SINGING, [1236,934,1326,944]
casualty-paragraph: Previously reported wounded and missing, now reported admitted to hospital.—Auckland Battalion: Private C. Neil. [702,728,920,760]
todd-text: Todd Bells is a handsome dark chestnut, standing 15.3, a straight-out trotter with beautiful action, well conformed and good tempered. As an extension of his line, with many lineage winners and sires in the family. He is a full brother to Abbey Bells, and a brother to Abbey Belle. The sire of Todd Bells were straight-out trotters, and has a record of 2.15. The dam of Todd Bells is also the sire of Goldfish Belle, champion 3-year trotter of Australasia and many other winners. [5,856,229,937]
professional-card [1166,1274,1396,1343]
card-line: Robert Spence. Samuel Spence. J. R. L. Stanford. [1192,199,1371,209]
card-line: WHITE TAFFETA SILK at 1/- Per Yard [1209,1432,1354,1441]
griffiths-product-2-desc: Scientifically prepared containing selected ingredients of high nutritive value. [1483,1151,1824,1163]
mccormick-intro: Also the well-known Clydesdale Stallion [105,1305,228,1327]
column-cards [1160,53,1402,1952]
breeders-owner: L. G. BREMER, [84,731,150,741]
war-text-column-2 [702,53,920,1459]
collinson-parcel-1: Gipsy Table Cover, size 36 by 36; prettily patterned in soft shades with shadow design, cream grounds. 2 Pillow Cases; embroidered with flower spray in four corners, size 27 by 17; 3-inch frill, buttoned. Jug Cover of net with beaded edge in colours. [1423,271,1884,304]
preliminary-notice-title: PRELIMINARY NOTICE. [50,491,185,503]
card-name: STANDISH, STANDISH & BULLOCK, [1172,381,1391,395]
riding-breeches-illustration [1766,1489,1883,1669]
scotts-tagline: IMITATED BECAUSE SO GOOD. [248,1324,453,1341]
casualty-paragraph: Reported wounded (August 25).—Auckland Mounted: Corporal Seaward, Troopers Sigvertsen, Stichbury, Walker, Warren, White, Wilson, Goodwin (second time). Canterbury Mounted: Trooper M'Leod (slightly wounded, previously reported missing). N.Z. Field Artillery: Corporal Roberts (slightly wounded, Sept. 9). N.Z. Medical Corps: Sergeant Tait (chest). Private Arthur Worsfold (head and right leg), Private Nelson (right thigh). Divisional Headquarters: Sergeant White (slightly, August 28). [471,466,690,578]
prince-text: will travel Inglewood and surrounding districts this season, fuller particulars later. [105,538,228,571]
casualty-paragraph: Died of wounds.—Auckland Battalion: Private Savory (May 8). Canterbury Battalion: Private O'Donnell (at Netley Hospital, September 18). [471,228,690,260]
newspaper-title: THE TARANAKI DAILY NEWS, TUESDAY' SEPTEMBER 28, 1915 [570,8,1390,37]
